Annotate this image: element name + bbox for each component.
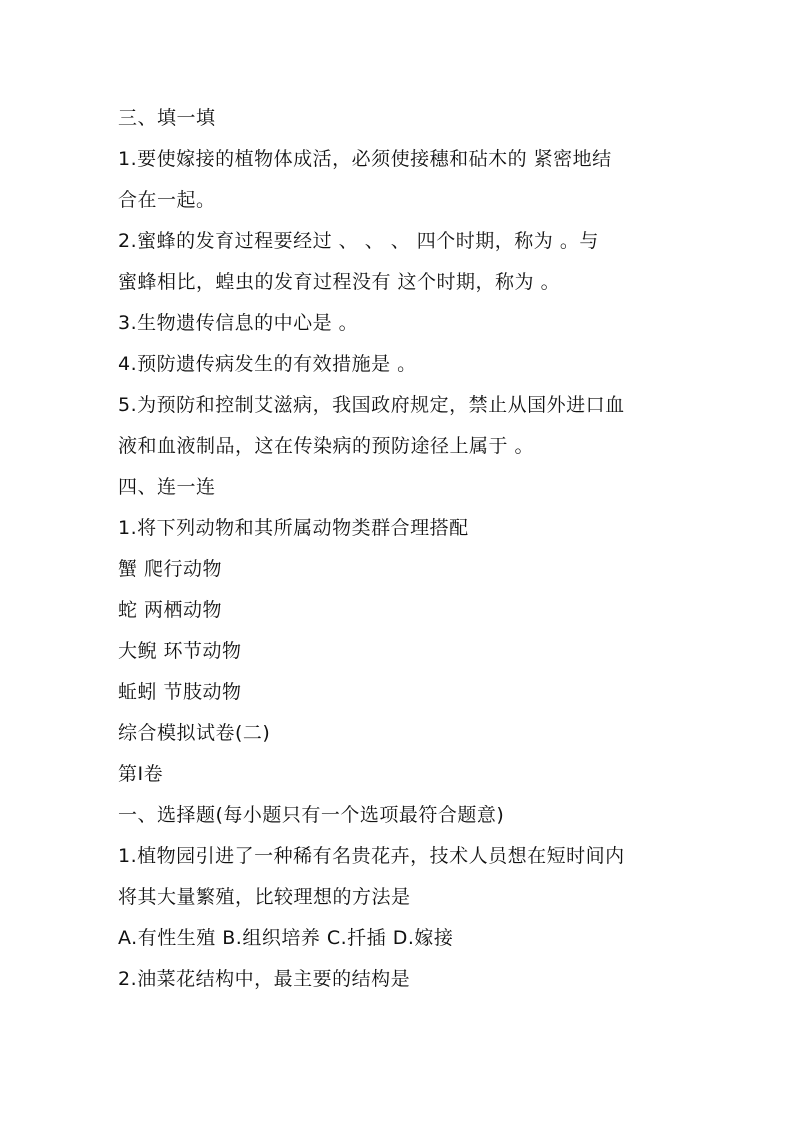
- question-text: 蜜蜂相比，蝗虫的发育过程没有 这个时期，称为 。: [118, 271, 561, 293]
- section-heading-fill-in: 三、填一填: [118, 107, 216, 129]
- matching-item: 蛇 两栖动物: [118, 599, 223, 621]
- section-heading-matching: 四、连一连: [118, 476, 216, 498]
- document-body: [118, 98, 678, 1000]
- question-text: 3.生物遗传信息的中心是 。: [118, 312, 359, 334]
- question-text: 合在一起。: [118, 189, 216, 211]
- question-text: 1.要使嫁接的植物体成活，必须使接穗和砧木的 紧密地结: [118, 148, 612, 170]
- exam-title: 综合模拟试卷(二): [118, 722, 271, 744]
- answer-options: A.有性生殖 B.组织培养 C.扦插 D.嫁接: [118, 927, 454, 949]
- matching-item: 大鲵 环节动物: [118, 640, 242, 662]
- volume-heading: 第Ⅰ卷: [118, 763, 164, 785]
- question-text: 将其大量繁殖，比较理想的方法是: [118, 886, 411, 908]
- question-text: 液和血液制品，这在传染病的预防途径上属于 。: [118, 435, 535, 457]
- matching-item: 蚯蚓 节肢动物: [118, 681, 242, 703]
- question-text: 4.预防遗传病发生的有效措施是 。: [118, 353, 417, 375]
- question-text: 2.油菜花结构中，最主要的结构是: [118, 968, 411, 990]
- section-heading-multiple-choice: 一、选择题(每小题只有一个选项最符合题意): [118, 804, 505, 826]
- question-text: 1.植物园引进了一种稀有名贵花卉，技术人员想在短时间内: [118, 845, 625, 867]
- question-text: 1.将下列动物和其所属动物类群合理搭配: [118, 517, 469, 539]
- question-text: 2.蜜蜂的发育过程要经过 、 、 、 四个时期，称为 。与: [118, 230, 599, 252]
- matching-item: 蟹 爬行动物: [118, 558, 223, 580]
- question-text: 5.为预防和控制艾滋病，我国政府规定，禁止从国外进口血: [118, 394, 625, 416]
